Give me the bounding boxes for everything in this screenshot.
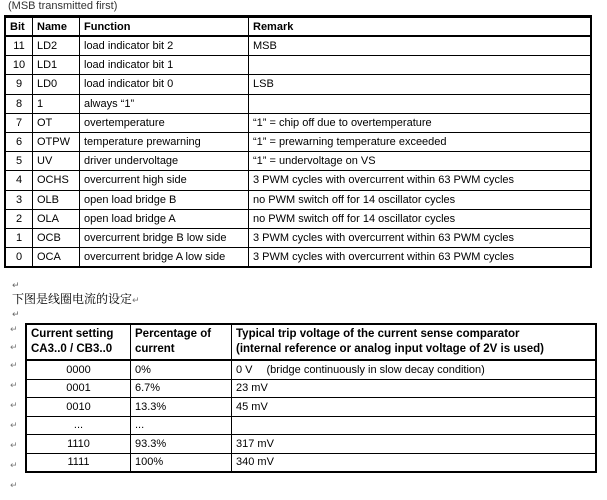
- table-row: [5, 209, 591, 228]
- header-function: Function: [80, 17, 249, 37]
- table-row: [5, 190, 591, 209]
- cell-voltage: [232, 453, 597, 472]
- cell-voltage: [232, 435, 597, 454]
- cell-function: load indicator bit 1: [80, 56, 249, 75]
- table-row: [26, 360, 596, 379]
- table-row: [26, 435, 596, 454]
- section-heading: [12, 292, 140, 308]
- cell-bit: 1: [5, 228, 33, 247]
- cell-name: LD2: [33, 36, 80, 56]
- cell-remark: “1” = prewarning temperature exceeded: [249, 132, 592, 151]
- table-row: [5, 152, 591, 171]
- cell-bit: 7: [5, 113, 33, 132]
- table-header-row: [5, 17, 591, 37]
- cell-bit: 4: [5, 171, 33, 190]
- table-row: [5, 248, 591, 268]
- cell-remark: 3 PWM cycles with overcurrent within 63 PWM cycles: [249, 228, 592, 247]
- cell-setting: 1111: [26, 453, 131, 472]
- paragraph-mark: ↵: [10, 440, 18, 450]
- header-name: Name: [33, 17, 80, 37]
- table-caption: (MSB transmitted first): [8, 0, 118, 12]
- cell-bit: 2: [5, 209, 33, 228]
- header-current-setting: [26, 324, 131, 360]
- table-row: [26, 416, 596, 435]
- cell-bit: 6: [5, 132, 33, 151]
- cell-name: LD0: [33, 75, 80, 94]
- paragraph-mark: ↵: [10, 480, 18, 490]
- cell-function: overcurrent bridge A low side: [80, 248, 249, 268]
- cell-voltage-value: 317 mV: [236, 437, 274, 450]
- cell-name: OT: [33, 113, 80, 132]
- header-trip-voltage: [232, 324, 597, 360]
- cell-name: OTPW: [33, 132, 80, 151]
- cell-function: load indicator bit 0: [80, 75, 249, 94]
- header-bit: Bit: [5, 17, 33, 37]
- cell-setting: 1110: [26, 435, 131, 454]
- cell-name: OLA: [33, 209, 80, 228]
- cell-remark: no PWM switch off for 14 oscillator cycles: [249, 209, 592, 228]
- paragraph-mark: ↵: [10, 324, 18, 334]
- table-row: [5, 132, 591, 151]
- table-row: [5, 113, 591, 132]
- cell-bit: 3: [5, 190, 33, 209]
- cell-bit: 5: [5, 152, 33, 171]
- cell-percentage: 0%: [131, 360, 232, 379]
- header-percentage: [131, 324, 232, 360]
- cell-voltage-value: 0 V: [236, 363, 253, 376]
- header-text: Current setting CA3..0 / CB3..0: [31, 328, 114, 355]
- cell-function: open load bridge A: [80, 209, 249, 228]
- cell-function: overcurrent bridge B low side: [80, 228, 249, 247]
- paragraph-mark: ↵: [10, 380, 18, 390]
- cell-remark: LSB: [249, 75, 592, 94]
- paragraph-mark: ↵: [12, 280, 20, 290]
- cell-remark: [249, 94, 592, 113]
- cell-percentage: 6.7%: [131, 379, 232, 398]
- cell-name: OLB: [33, 190, 80, 209]
- cell-name: OCA: [33, 248, 80, 268]
- cell-voltage-value: 45 mV: [236, 400, 268, 413]
- cell-function: open load bridge B: [80, 190, 249, 209]
- paragraph-mark: ↵: [10, 400, 18, 410]
- cell-voltage-note: (bridge continuously in slow decay condition): [266, 363, 485, 376]
- cell-voltage-value: 23 mV: [236, 382, 268, 395]
- table-row: [5, 94, 591, 113]
- cell-bit: 0: [5, 248, 33, 268]
- cell-remark: 3 PWM cycles with overcurrent within 63 PWM cycles: [249, 248, 592, 268]
- section-heading-text: 下图是线圈电流的设定: [12, 292, 133, 306]
- header-text: Typical trip voltage of the current sense comparator (internal reference or analog input voltage of 2V is used): [236, 328, 545, 355]
- cell-percentage: ...: [131, 416, 232, 435]
- cell-function: overtemperature: [80, 113, 249, 132]
- table-header-row: [26, 324, 596, 360]
- cell-name: 1: [33, 94, 80, 113]
- cell-name: OCB: [33, 228, 80, 247]
- cell-remark: [249, 56, 592, 75]
- paragraph-mark: ↵: [10, 420, 18, 430]
- table-row: [26, 398, 596, 417]
- cell-remark: “1” = chip off due to overtemperature: [249, 113, 592, 132]
- paragraph-mark: ↵: [10, 342, 18, 352]
- cell-percentage: 100%: [131, 453, 232, 472]
- cell-function: load indicator bit 2: [80, 36, 249, 56]
- cell-function: temperature prewarning: [80, 132, 249, 151]
- cell-remark: 3 PWM cycles with overcurrent within 63 PWM cycles: [249, 171, 592, 190]
- paragraph-mark: ↵: [132, 296, 140, 306]
- cell-voltage: [232, 379, 597, 398]
- table-row: [5, 56, 591, 75]
- cell-voltage: [232, 398, 597, 417]
- paragraph-mark: ↵: [10, 360, 18, 370]
- cell-percentage: 93.3%: [131, 435, 232, 454]
- cell-setting: ...: [26, 416, 131, 435]
- cell-bit: 8: [5, 94, 33, 113]
- cell-bit: 10: [5, 56, 33, 75]
- paragraph-mark: ↵: [12, 309, 20, 319]
- cell-setting: 0001: [26, 379, 131, 398]
- status-bits-table: [4, 15, 592, 268]
- table-row: [5, 75, 591, 94]
- cell-bit: 11: [5, 36, 33, 56]
- cell-voltage-value: 340 mV: [236, 456, 274, 469]
- cell-name: OCHS: [33, 171, 80, 190]
- cell-remark: “1” = undervoltage on VS: [249, 152, 592, 171]
- cell-voltage: [232, 416, 597, 435]
- header-text: Percentage of current: [135, 328, 212, 355]
- cell-voltage: [232, 360, 597, 379]
- cell-bit: 9: [5, 75, 33, 94]
- header-remark: Remark: [249, 17, 592, 37]
- table-row: [5, 228, 591, 247]
- cell-remark: no PWM switch off for 14 oscillator cycles: [249, 190, 592, 209]
- cell-name: LD1: [33, 56, 80, 75]
- cell-name: UV: [33, 152, 80, 171]
- cell-function: always “1”: [80, 94, 249, 113]
- table-row: [5, 36, 591, 56]
- table-row: [5, 171, 591, 190]
- cell-remark: MSB: [249, 36, 592, 56]
- cell-function: overcurrent high side: [80, 171, 249, 190]
- table-row: [26, 379, 596, 398]
- paragraph-mark: ↵: [10, 460, 18, 470]
- cell-setting: 0000: [26, 360, 131, 379]
- current-setting-table: [25, 323, 597, 473]
- cell-setting: 0010: [26, 398, 131, 417]
- table-row: [26, 453, 596, 472]
- cell-function: driver undervoltage: [80, 152, 249, 171]
- cell-percentage: 13.3%: [131, 398, 232, 417]
